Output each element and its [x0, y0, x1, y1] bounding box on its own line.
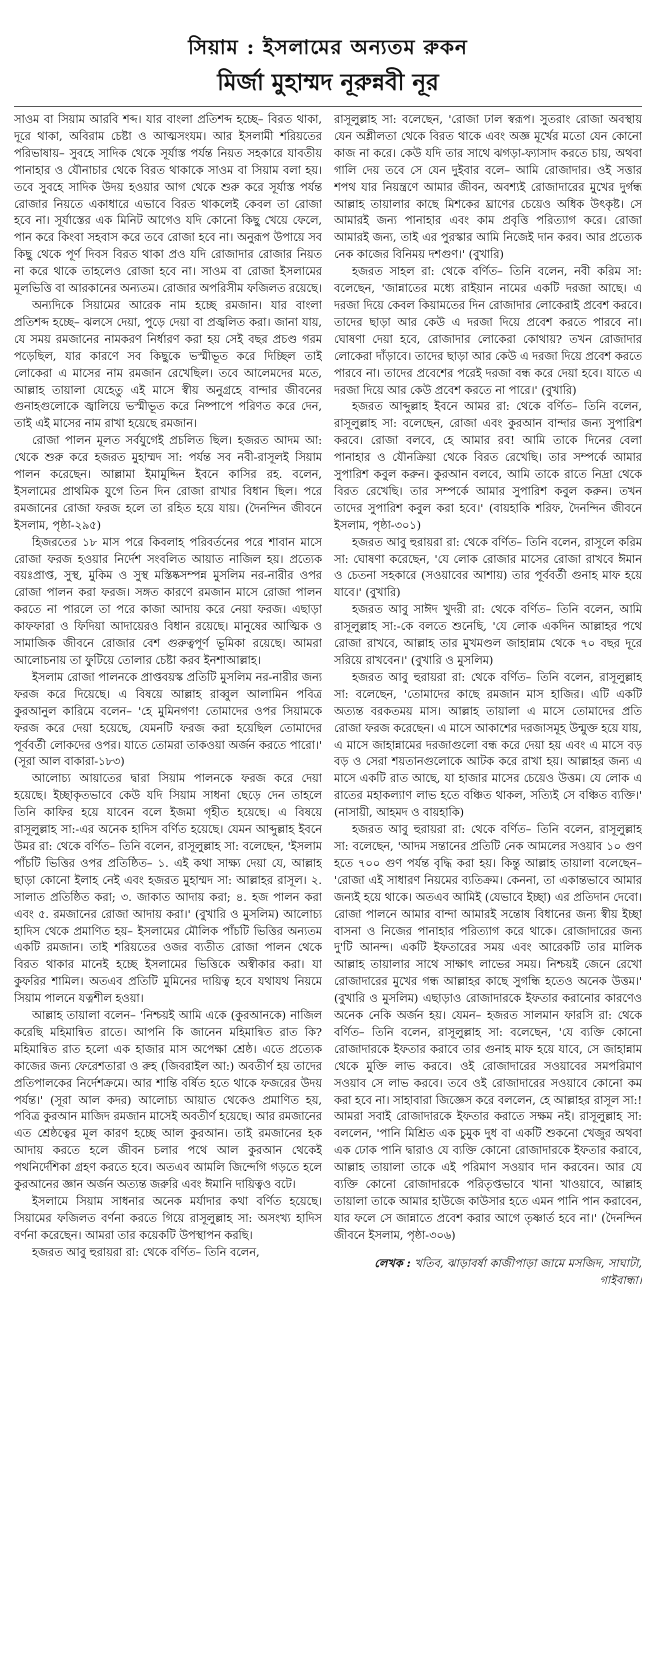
paragraph: রাসূলুল্লাহ সা: বলেছেন, 'রোজা ঢাল স্বরূপ। সুতরাং রোজা অবস্থায় যেন অশ্লীলতা থেকে বিরত থাকে এবং অজ্ঞ মূর্খের মতো যেন কোনো কাজ না করে। কেউ যদি তার সাথে ঝগড়া-ফ্যাসাদ করতে চায়, অথবা গালি দেয় তবে সে যেন দুইবার বলে– আমি রোজাদার। ওই সত্তার শপথ যার নিয়ন্ত্রণে আমার জীবন, অবশ্যই রোজাদারের মুখের দুর্গন্ধ আল্লাহ তায়ালার কাছে মিশকের ঘ্রাণের চেয়েও অধিক উৎকৃষ্ট। সে আমারই জন্য পানাহার এবং কাম প্রবৃত্তি পরিত্যাগ করে। রোজা আমারই জন্য, তাই এর পুরস্কার আমি নিজেই দান করব। আর প্রত্যেক নেক কাজের বিনিময় দশগুণ।' (বুখারি) [334, 113, 642, 262]
left-column [14, 112, 322, 1662]
right-column-body [334, 112, 642, 1245]
paragraph: ইসলাম রোজা পালনকে প্রাপ্তবয়স্ক প্রতিটি মুসলিম নর-নারীর জন্য ফরজ করে দিয়েছে। এ বিষয়ে আল্লাহ রাব্বুল আলামিন পবিত্র কুরআনুল কারিমে বলেন– 'হে মুমিনগণ! তোমাদের ওপর সিয়ামকে ফরজ করে দেয়া হয়েছে, যেমনটি ফরজ করা হয়েছিল তোমাদের পূর্ববর্তী লোকদের ওপর। যাতে তোমরা তাকওয়া অর্জন করতে পারো।' (সূরা আল বাকারা-১৮৩) [14, 670, 322, 769]
paragraph: হজরত আবু হুরায়রা রা: থেকে বর্ণিত– তিনি বলেন, রাসূলে করিম সা: ঘোষণা করেছেন, 'যে লোক রোজার মাসের রোজা রাখবে ঈমান ও চেতনা সহকারে (সওয়াবের আশায়) তার পূর্ববর্তী গুনাহ মাফ হয়ে যাবে।' (বুখারি) [334, 535, 642, 600]
paragraph: সাওম বা সিয়াম আরবি শব্দ। যার বাংলা প্রতিশব্দ হচ্ছে– বিরত থাকা, দূরে থাকা, অবিরাম চেষ্টা ও আত্মসংযম। আর ইসলামী শরিয়তের পরিভাষায়– সুবহে সাদিক থেকে সূর্যাস্ত পর্যন্ত নিয়ত সহকারে যাবতীয় পানাহার ও যৌনাচার থেকে বিরত থাকাকে সাওম বা সিয়াম বলা হয়। তবে সুবহে সাদিক উদয় হওয়ার আগ থেকে শুরু করে সূর্যাস্ত পর্যন্ত রোজার নিয়তে একাধারে এভাবে বিরত থাকলেই কেবল তা রোজা হবে না। সূর্যাস্তের এক মিনিট আগেও যদি কোনো কিছু খেয়ে ফেলে, পান করে কিংবা সহবাস করে তবে রোজা হবে না। অনুরূপ উপায়ে সব কিছু থেকে পূর্ণ দিবস বিরত থাকা প্রও যদি রোজাদার রোজার নিয়ত না করে থাকে তাহলেও রোজা হবে না। সাওম বা রোজা ইসলামের মূলভিত্তি বা আরকানের অন্যতম। রোজার অপরিসীম ফজিলত রয়েছে। [14, 113, 322, 296]
right-column [334, 112, 642, 1662]
author-credit-text: খতিব, ঝাড়াবর্ষা কাজীপাড়া জামে মসজিদ, সাঘাটা, গাইবান্ধা। [414, 1256, 642, 1287]
paragraph: ইসলামে সিয়াম সাধনার অনেক মর্যাদার কথা বর্ণিত হয়েছে। সিয়ামের ফজিলত বর্ণনা করতে গিয়ে রাসূলুল্লাহ সা: অসংখ্য হাদিস বর্ণনা করেছেন। আমরা তার কয়েকটি উপস্থাপন করছি। [14, 1195, 322, 1242]
author-credit-label: লেখক : [374, 1255, 411, 1270]
paragraph: হিজরতের ১৮ মাস পরে কিবলাহ পরিবর্তনের পরে শাবান মাসে রোজা ফরজ হওয়ার নির্দেশ সংবলিত আয়াত নাজিল হয়। প্রত্যেক বয়ঃপ্রাপ্ত, সুস্থ, মুকিম ও সুস্থ মস্তিষ্কসম্পন্ন মুসলিম নর-নারীর ওপর রোজা পালন করা ফরজ। সঙ্গত কারণে রমজান মাসে রোজা পালন করতে না পারলে তা পরে কাজা আদায় করে নেয়া ফরজ। এছাড়া কাফফারা ও ফিদিয়া আদায়েরও বিধান রয়েছে। মানুষের আত্মিক ও সামাজিক জীবনে রোজার বেশ গুরুত্বপূর্ণ ভূমিকা রয়েছে। আমরা আলোচনায় তা ফুটিয়ে তোলার চেষ্টা করব ইনশাআল্লাহ। [14, 535, 322, 667]
paragraph: হজরত সাহল রা: থেকে বর্ণিত– তিনি বলেন, নবী করিম সা: বলেছেন, 'জান্নাতের মধ্যে রাইয়ান নামের একটি দরজা আছে। এ দরজা দিয়ে কেবল কিয়ামতের দিন রোজাদার লোকেরাই প্রবেশ করবে। তাদের ছাড়া আর কেউ এ দরজা দিয়ে প্রবেশ করতে পারবে না। ঘোষণা দেয়া হবে, রোজাদার লোকেরা কোথায়? তখন রোজাদার লোকেরা দাঁড়াবে। তাদের ছাড়া আর কেউ এ দরজা দিয়ে প্রবেশ করতে পারবে না। তাদের প্রবেশের পরেই দরজা বন্ধ করে দেয়া হবে। যাতে এ দরজা দিয়ে আর কেউ প্রবেশ করতে না পারে।' (বুখারি) [334, 265, 642, 397]
paragraph: হজরত আব্দুল্লাহ ইবনে আমর রা: থেকে বর্ণিত– তিনি বলেন, রাসূলুল্লাহ সা: বলেছেন, রোজা এবং কুরআন বান্দার জন্য সুপারিশ করবে। রোজা বলবে, হে আমার রব! আমি তাকে দিনের বেলা পানাহার ও যৌনক্রিয়া থেকে বিরত রেখেছি। তার সম্পর্কে আমার সুপারিশ কবুল করুন। কুরআন বলবে, আমি তাকে রাতে নিদ্রা থেকে বিরত রেখেছি। তার সম্পর্কে আমার সুপারিশ কবুল করুন। তখন তাদের সুপারিশ কবুল করা হবে।' (বায়হাকি শরিফ, দৈনন্দিন জীবনে ইসলাম, পৃষ্ঠা-৩০১) [334, 400, 642, 532]
paragraph: রোজা পালন মূলত সর্বযুগেই প্রচলিত ছিল। হজরত আদম আ: থেকে শুরু করে হজরত মুহাম্মদ সা: পর্যন্ত সব নবী-রাসূলই সিয়াম পালন করেছেন। আল্লামা ইমামুদ্দিন ইবনে কাসির রহ. বলেন, ইসলামের প্রাথমিক যুগে তিন দিন রোজা রাখার বিধান ছিল। পরে রমজানের রোজা ফরজ হলে তা রহিত হয়ে যায়। (দৈনন্দিন জীবনে ইসলাম, পৃষ্ঠা-২৯৫) [14, 434, 322, 532]
paragraph: অন্যদিকে সিয়ামের আরেক নাম হচ্ছে রমজান। যার বাংলা প্রতিশব্দ হচ্ছে– ঝলসে দেয়া, পুড়ে দেয়া বা প্রজ্বলিত করা। জানা যায়, যে সময় রমজানের নামকরণ নির্ধারণ করা হয় সেই বছর প্রচণ্ড গরম পড়েছিল, যার কারণে সব কিছুকে ভস্মীভূত করে দিচ্ছিল তাই লোকেরা এ মাসের নাম রমজান রেখেছিল। তবে আলেমদের মতে, আল্লাহ তায়ালা যেহেতু এই মাসে স্বীয় অনুগ্রহে বান্দার জীবনের গুনাহগুলোকে জ্বালিয়ে ভস্মীভূত করে নিষ্পাপে পরিণত করে দেন, তাই এই মাসের নাম রাখা হয়েছে রমজান। [14, 298, 322, 431]
author-credit [334, 1255, 642, 1290]
paragraph: হজরত আবু হুরায়রা রা: থেকে বর্ণিত– তিনি বলেন, [32, 1245, 260, 1259]
paragraph: আল্লাহ তায়ালা বলেন– 'নিশ্চয়ই আমি একে (কুরআনকে) নাজিল করেছি মহিমান্বিত রাতে। আপনি কি জানেন মহিমান্বিত রাত কি? মহিমান্বিত রাত হলো এক হাজার মাস অপেক্ষা শ্রেষ্ঠ। এতে প্রত্যেক কাজের জন্য ফেরেশতারা ও রুহ (জিবরাইল আ:) অবতীর্ণ হয় তাদের প্রতিপালকের নির্দেশক্রমে। আর শান্তি বর্ষিত হতে থাকে ফজরের উদয় পর্যন্ত।' (সূরা আল কদর) আলোচ্য আয়াত থেকেও প্রমাণিত হয়, পবিত্র কুরআন মাজিদ রমজান মাসেই অবতীর্ণ হয়েছে। আর রমজানের এত শ্রেষ্ঠত্বের মূল কারণ হচ্ছে আল কুরআন। তাই রমজানের হক আদায় করতে হলে জীবন চলার পথে আল কুরআন থেকেই পথনির্দেশিকা গ্রহণ করতে হবে। অতএব আমলি জিন্দেগি গড়তে হলে কুরআনের জ্ঞান অর্জন অত্যন্ত জরুরি এবং ঈমানি দায়িত্বও বটে। [14, 1009, 322, 1192]
byline: মির্জা মুহাম্মদ নূরুন্নবী নূর [217, 69, 439, 96]
paragraph: হজরত আবু হুরায়রা রা: থেকে বর্ণিত– তিনি বলেন, রাসূলুল্লাহ সা: বলেছেন, 'আদম সন্তানের প্রতিটি নেক আমলের সওয়াব ১০ গুণ হতে ৭০০ গুণ পর্যন্ত বৃদ্ধি করা হয়। কিন্তু আল্লাহ তায়ালা বলেছেন– 'রোজা এই সাধারণ নিয়মের ব্যতিক্রম। কেননা, তা একান্তভাবে আমার জন্যই হয়ে থাকে। অতএব আমিই (যেভাবে ইচ্ছা) এর প্রতিদান দেবো। রোজা পালনে আমার বান্দা আমারই সন্তোষ বিধানের জন্য স্বীয় ইচ্ছা বাসনা ও নিজের পানাহার পরিত্যাগ করে থাকে। রোজাদারের জন্য দু'টি আনন্দ। একটি ইফতারের সময় এবং আরেকটি তার মালিক আল্লাহ তায়ালার সাথে সাক্ষাৎ লাভের সময়। নিশ্চয়ই জেনে রেখো রোজাদারের মুখের গন্ধ আল্লাহর কাছে সুগন্ধি হতেও অনেক উত্তম।' (বুখারি ও মুসলিম) এছাড়াও রোজাদারকে ইফতার করানোর কারণেও অনেক নেকি অর্জন হয়। যেমন– হজরত সালমান ফারসি রা: থেকে বর্ণিত– তিনি বলেন, রাসূলুল্লাহ সা: বলেছেন, 'যে ব্যক্তি কোনো রোজাদারকে ইফতার করাবে তার গুনাহ মাফ হয়ে যাবে, সে জাহান্নাম থেকে মুক্তি লাভ করবে। ওই রোজাদারের সওয়াবের সমপরিমাণ সওয়াব সে লাভ করবে। তবে ওই রোজাদারের সওয়াবে কোনো কম করা হবে না। সাহাবারা জিজ্ঞেস করে বললেন, হে আল্লাহর রাসূল সা:! আমরা সবাই রোজাদারকে ইফতার করাতে সক্ষম নই। রাসূলুল্লাহ সা: বললেন, 'পানি মিশ্রিত এক চুমুক দুধ বা একটি শুকনো খেজুর অথবা এক ঢোক পানি দ্বারাও যে ব্যক্তি কোনো রোজাদারকে ইফতার করাবে, আল্লাহ তায়ালা তাকে এই পরিমাণ সওয়াব দান করবেন। আর যে ব্যক্তি কোনো রোজাদারকে পরিতৃপ্তভাবে খানা খাওয়াবে, আল্লাহ তায়ালা তাকে আমার হাউজে কাউসার হতে এমন পানি পান করাবেন, যার ফলে সে জান্নাতে প্রবেশ করার আগে তৃষ্ণার্ত হবে না।' (দৈনন্দিন জীবনে ইসলাম, পৃষ্ঠা-৩০৬) [334, 823, 642, 1242]
headline: সিয়াম : ইসলামের অন্যতম রুকন [188, 35, 468, 60]
paragraph: হজরত আবু হুরায়রা রা: থেকে বর্ণিত– তিনি বলেন, রাসূলুল্লাহ সা: বলেছেন, 'তোমাদের কাছে রমজান মাস হাজির। এটি একটি অত্যন্ত বরকতময় মাস। আল্লাহ তায়ালা এ মাসে তোমাদের প্রতি রোজা ফরজ করেছেন। এ মাসে আকাশের দরজাসমূহ উন্মুক্ত হয়ে যায়, এ মাসে জাহান্নামের দরজাগুলো বন্ধ করে দেয়া হয় এবং এ মাসে বড় বড় ও সেরা শয়তানগুলোকে আটক করে রাখা হয়। আল্লাহর জন্য এ মাসে একটি রাত আছে, যা হাজার মাসের চেয়েও উত্তম। যে লোক এ রাতের মহাকল্যাণ লাভ হতে বঞ্চিত থাকল, সত্যিই সে বঞ্চিত ব্যক্তি।' (নাসায়ী, আহমদ ও বায়হাকি) [334, 670, 642, 820]
paragraph: আলোচ্য আয়াতের দ্বারা সিয়াম পালনকে ফরজ করে দেয়া হয়েছে। ইচ্ছাকৃতভাবে কেউ যদি সিয়াম সাধনা ছেড়ে দেন তাহলে তিনি কাফির হয়ে যাবেন বলে ইজমা গৃহীত হয়েছে। এ বিষয়ে রাসূলুল্লাহ সা:-এর অনেক হাদিস বর্ণিত হয়েছে। যেমন আব্দুল্লাহ ইবনে উমর রা: থেকে বর্ণিত– তিনি বলেন, রাসূলুল্লাহ সা: বলেছেন, 'ইসলাম পাঁচটি ভিত্তির ওপর প্রতিষ্ঠিত– ১. এই কথা সাক্ষ্য দেয়া যে, আল্লাহ ছাড়া কোনো ইলাহ নেই এবং হজরত মুহাম্মদ সা: আল্লাহর রাসূল। ২. সালাত প্রতিষ্ঠিত করা; ৩. জাকাত আদায় করা; ৪. হজ পালন করা এবং ৫. রমজানের রোজা আদায় করা।' (বুখারি ও মুসলিম) আলোচ্য হাদিস থেকে প্রমাণিত হয়– ইসলামের মৌলিক পাঁচটি ভিত্তির অন্যতম একটি রমজান। তাই শরিয়তের ওজর ব্যতীত রোজা পালন থেকে বিরত থাকার মানেই হচ্ছে ইসলামের ভিত্তিকে অস্বীকার করা। যা কুফরির শামিল। অতএব প্রতিটি মুমিনের দায়িত্ব হবে যথাযথ নিয়মে সিয়াম পালনে যত্নশীল হওয়া। [14, 772, 322, 1006]
header-divider [14, 106, 642, 107]
paragraph: হজরত আবু সাঈদ খুদরী রা: থেকে বর্ণিত– তিনি বলেন, আমি রাসূলুল্লাহ সা:-কে বলতে শুনেছি, 'যে লোক একদিন আল্লাহর পথে রোজা রাখবে, আল্লাহ তার মুখমণ্ডল জাহান্নাম থেকে ৭০ বছর দূরে সরিয়ে রাখবেন।' (বুখারি ও মুসলিম) [334, 603, 642, 667]
